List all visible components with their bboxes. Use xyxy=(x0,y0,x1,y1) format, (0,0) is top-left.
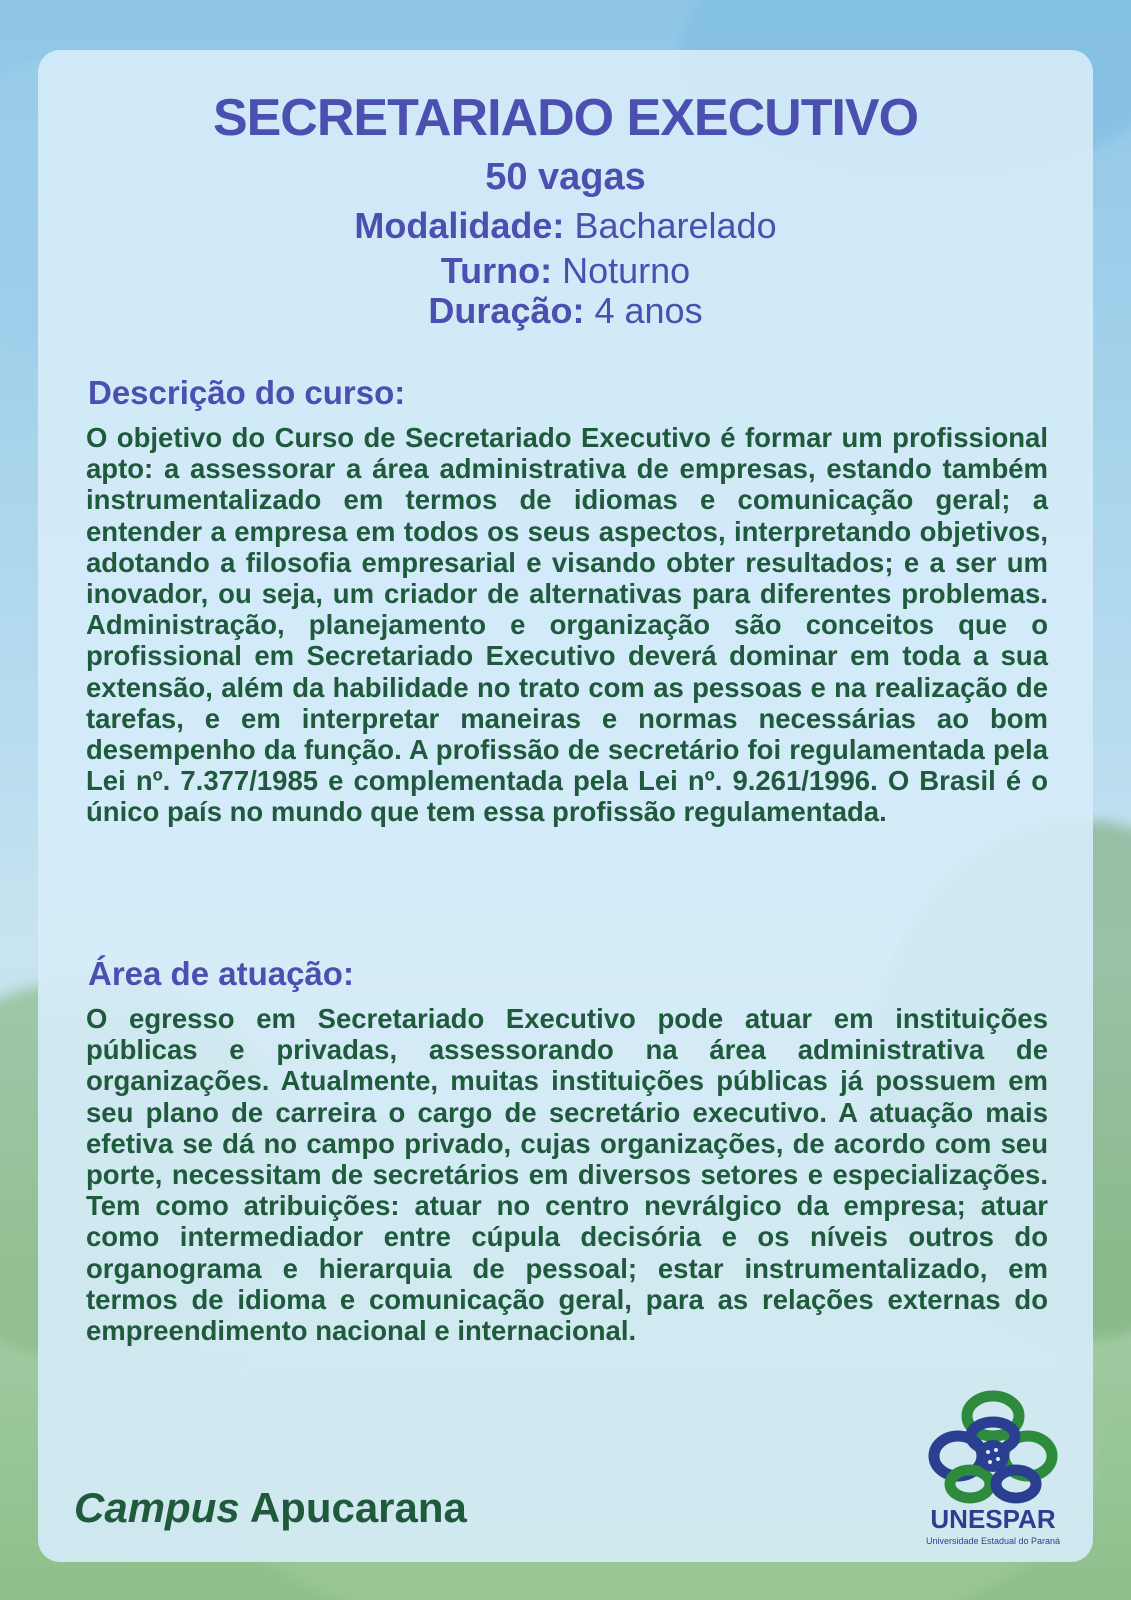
course-title: SECRETARIADO EXECUTIVO xyxy=(212,89,919,147)
duration-value: 4 anos xyxy=(594,290,703,331)
duration-line xyxy=(0,290,1131,332)
logo-brand: UNESPAR xyxy=(930,1504,1056,1534)
logo-subtitle: Universidade Estadual do Paraná xyxy=(925,1536,1061,1546)
area-text: O egresso em Secretariado Executivo pode atuar em instituições públicas e privadas, assessorando na área administrativa de organizações. Atualmente, muitas instituições públicas já possuem em seu plano de carreira o cargo de secretário executivo. A atuação mais efetiva se dá no campo privado, cujas organizações, de acordo com seu porte, necessitam de secretários em diversos setores e especializações. Tem como atribuições: atuar no centro nevrálgico da empresa; atuar como intermediador entre cúpula decisória e os níveis outros do organograma e hierarquia de pessoal; estar instrumentalizado, em termos de idioma e comunicação geral, para as relações externas do empreendimento nacional e internacional. xyxy=(86,1003,1048,1347)
area-heading: Área de atuação: xyxy=(88,955,354,992)
shift-line xyxy=(0,250,1131,292)
modality-line xyxy=(0,205,1131,247)
description-text: O objetivo do Curso de Secretariado Executivo é formar um profissional apto: a assessorar a área administrativa de empresas, estando também instrumentalizado em termos de idiomas e comunicação geral; a entender a empresa em todos os seus aspectos, interpretando objetivos, adotando a filosofia empresarial e visando obter resultados; e a ser um inovador, ou seja, um criador de alternativas para diferentes problemas. Administração, planejamento e organização são conceitos que o profissional em Secretariado Executivo deverá dominar em toda a sua extensão, além da habilidade no trato com as pessoas e na realização de tarefas, e em interpretar maneiras e normas necessárias ao bom desempenho da função. A profissão de secretário foi regulamentada pela Lei nº. 7.377/1985 e complementada pela Lei nº. 9.261/1996. O Brasil é o único país no mundo que tem essa profissão regulamentada. xyxy=(86,422,1048,828)
unespar-emblem-icon xyxy=(928,1384,1058,1504)
shift-value: Noturno xyxy=(562,250,691,291)
shift-label: Turno: xyxy=(440,250,553,291)
campus-label xyxy=(74,1484,467,1532)
duration-label: Duração: xyxy=(428,290,585,331)
vacancies: 50 vagas xyxy=(485,156,646,198)
modality-value: Bacharelado xyxy=(574,205,777,246)
unespar-logo xyxy=(925,1384,1061,1574)
modality-label: Modalidade: xyxy=(354,205,565,246)
campus-prefix: Campus xyxy=(74,1484,240,1531)
description-heading: Descrição do curso: xyxy=(88,374,406,411)
campus-name: Apucarana xyxy=(249,1484,467,1531)
